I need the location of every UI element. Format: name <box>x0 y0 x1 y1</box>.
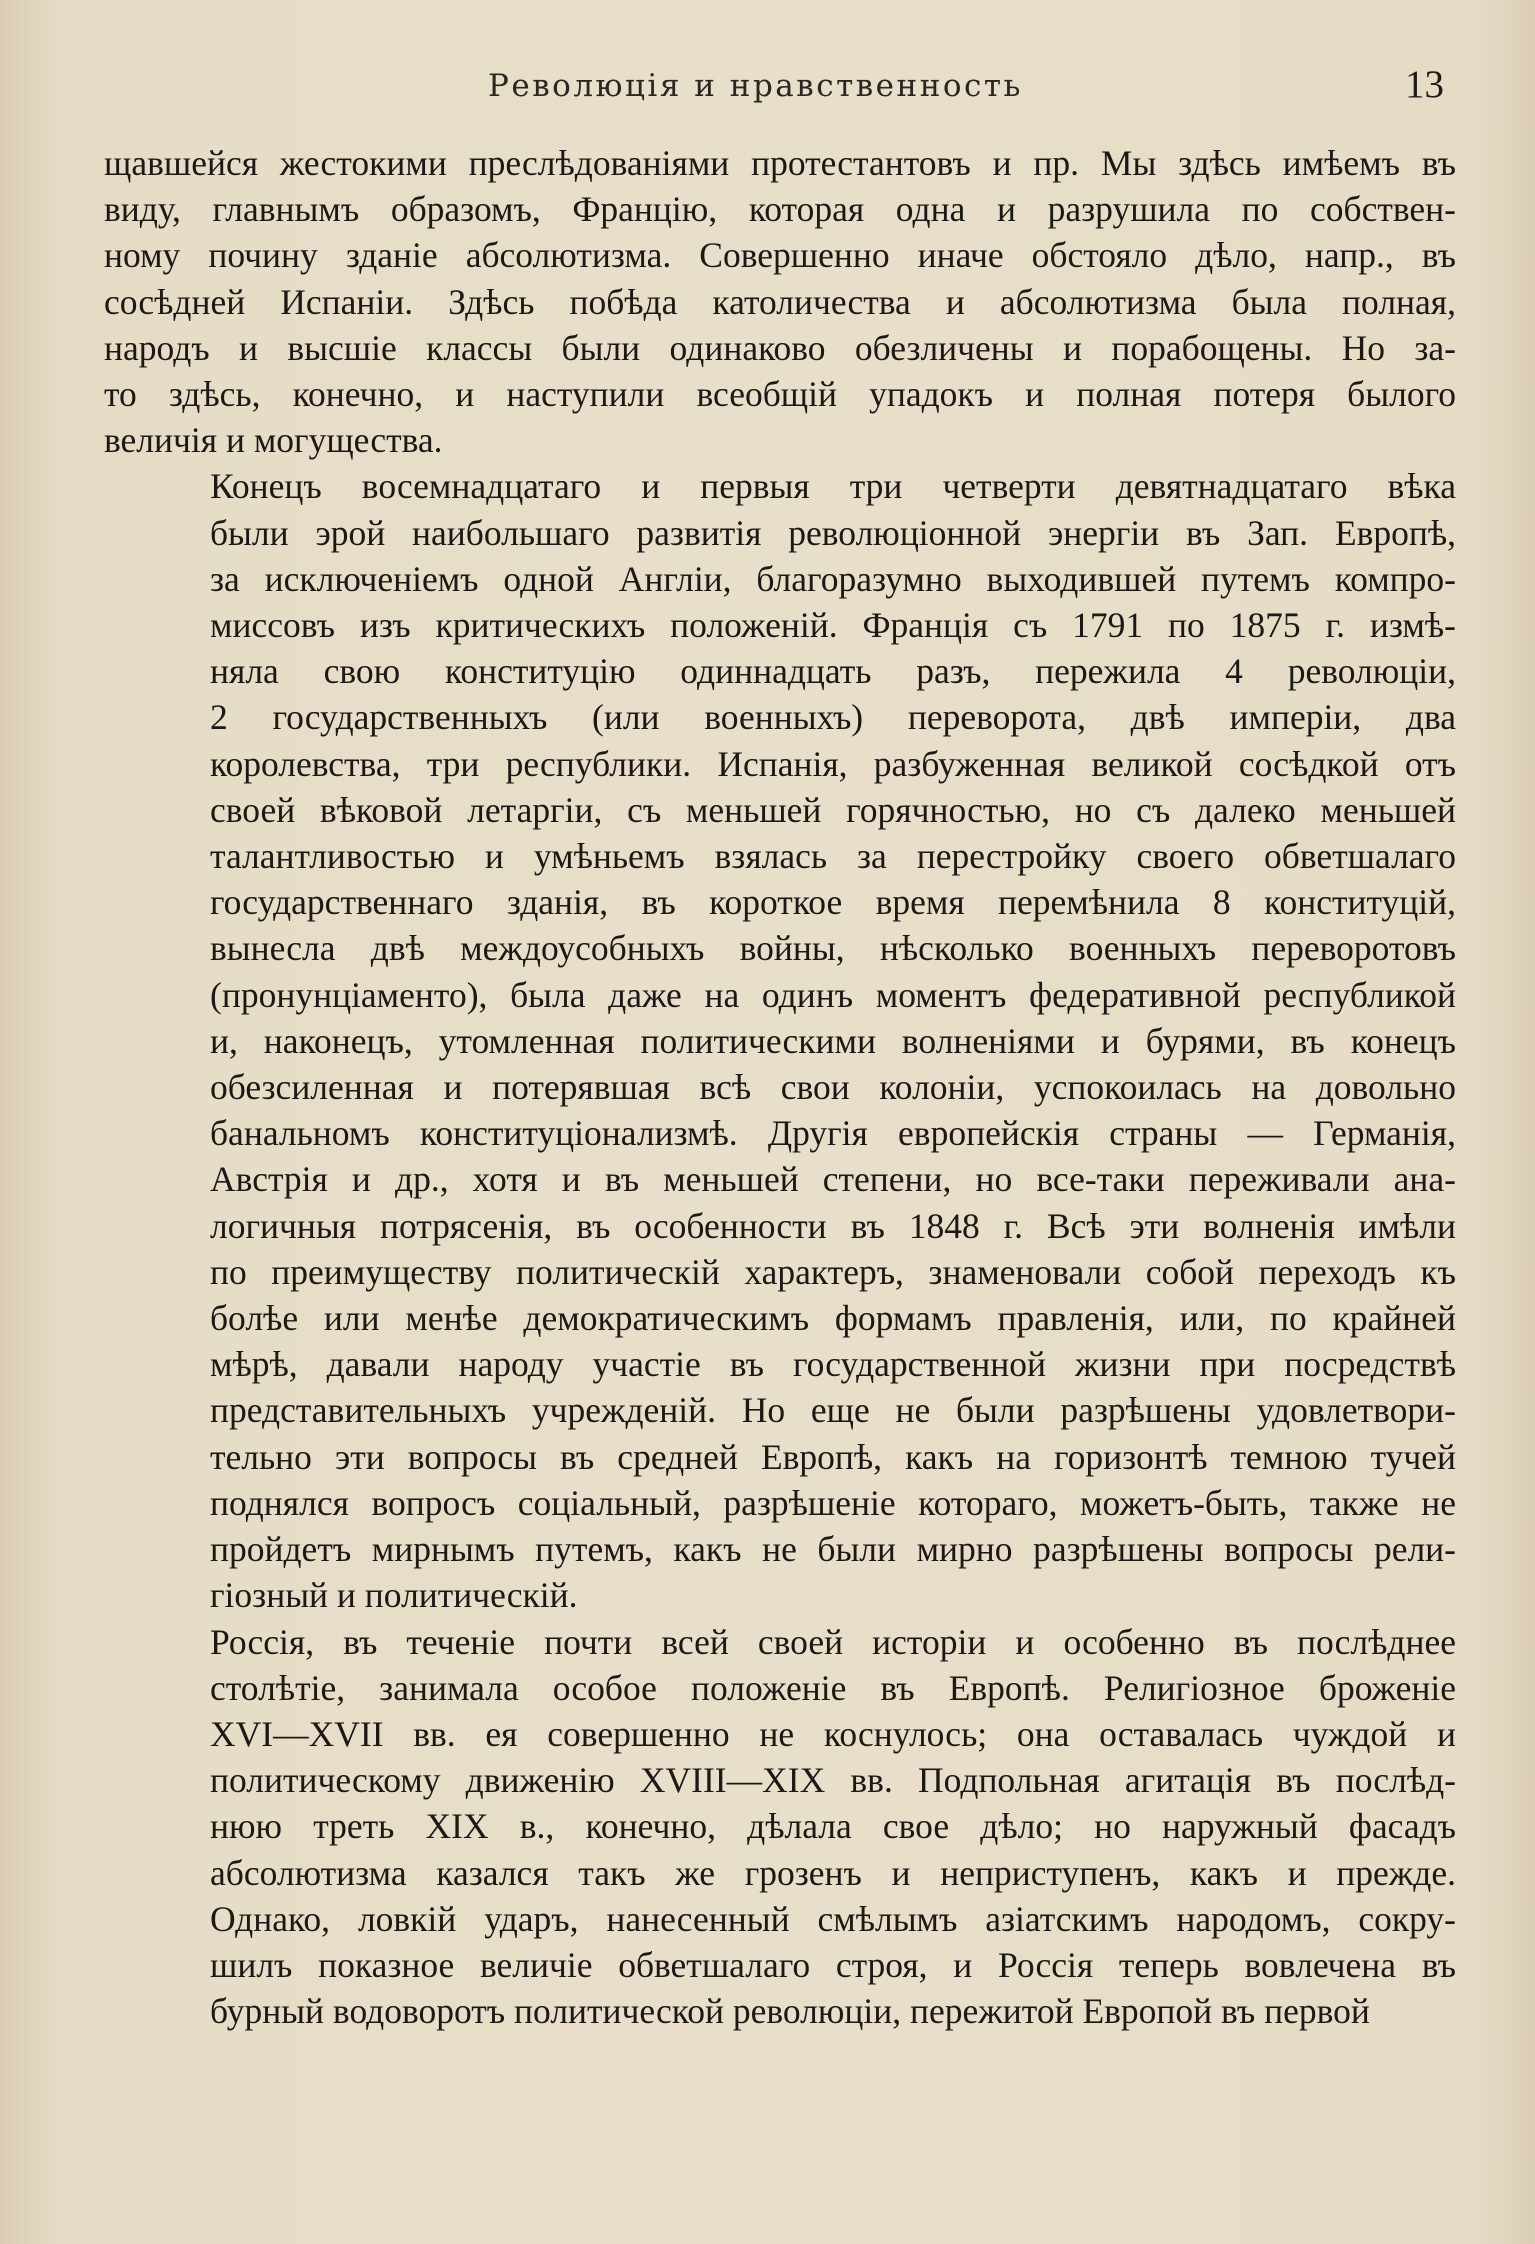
text-line: величія и могущества. <box>104 420 443 461</box>
text-line: Россія, въ теченіе почти всей своей исторіи и особенно въ послѣднее <box>210 1621 1456 1662</box>
text-line: няла свою конституцію одиннадцать разъ, пережила 4 революціи, <box>210 651 1456 692</box>
text-line: виду, главнымъ образомъ, Францію, которая одна и разрушила по собствен- <box>104 189 1456 230</box>
paragraph <box>104 1619 1456 2035</box>
text-line: нюю треть XIX в., конечно, дѣлала свое дѣло; но наружный фасадъ <box>210 1806 1456 1847</box>
text-line: мѣрѣ, давали народу участіе въ государственной жизни при посредствѣ <box>210 1344 1456 1385</box>
text-line: то здѣсь, конечно, и наступили всеобщій упадокъ и полная потеря былого <box>104 374 1456 415</box>
text-line: банальномъ конституціонализмѣ. Другія европейскія страны — Германія, <box>210 1113 1456 1154</box>
text-line: XVI—XVII вв. ея совершенно не коснулось; она оставалась чуждой и <box>210 1713 1456 1754</box>
text-line: были эрой наибольшаго развитія революціонной энергіи въ Зап. Европѣ, <box>210 512 1456 553</box>
text-line: абсолютизма казался такъ же грозенъ и неприступенъ, какъ и прежде. <box>210 1852 1456 1893</box>
text-line: (пронунціаменто), была даже на одинъ моментъ федеративной республикой <box>210 974 1456 1015</box>
page-number: 13 <box>1405 63 1444 106</box>
text-line: по преимуществу политическій характеръ, знаменовали собой переходъ къ <box>210 1251 1456 1292</box>
text-line: ному почину зданіе абсолютизма. Совершенно иначе обстояло дѣло, напр., въ <box>104 235 1456 276</box>
text-line: поднялся вопросъ соціальный, разрѣшеніе котораго, можетъ-быть, также не <box>210 1482 1456 1523</box>
text-line: государственнаго зданія, въ короткое время перемѣнила 8 конституцій, <box>210 882 1456 923</box>
text-line: политическому движенію XVIII—XIX вв. Подпольная агитація въ послѣд- <box>210 1760 1456 1801</box>
text-line: логичныя потрясенія, въ особенности въ 1848 г. Всѣ эти волненія имѣли <box>210 1205 1456 1246</box>
text-line: столѣтіе, занимала особое положеніе въ Европѣ. Религіозное броженіе <box>210 1667 1456 1708</box>
text-line: Австрія и др., хотя и въ меньшей степени, но все-таки переживали ана- <box>210 1159 1456 1200</box>
text-line: представительныхъ учрежденій. Но еще не были разрѣшены удовлетвори- <box>210 1390 1456 1431</box>
text-line: пройдетъ мирнымъ путемъ, какъ не были мирно разрѣшены вопросы рели- <box>210 1529 1456 1570</box>
text-line: болѣе или менѣе демократическимъ формамъ правленія, или, по крайней <box>210 1298 1456 1339</box>
text-line: тельно эти вопросы въ средней Европѣ, какъ на горизонтѣ темною тучей <box>210 1436 1456 1477</box>
page-header <box>0 62 1535 122</box>
body-text <box>104 140 1456 2034</box>
text-line: за исключеніемъ одной Англіи, благоразумно выходившей путемъ компро- <box>210 558 1456 599</box>
text-line: Конецъ восемнадцатаго и первыя три четверти девятнадцатаго вѣка <box>210 466 1456 507</box>
text-line: миссовъ изъ критическихъ положеній. Франція съ 1791 по 1875 г. измѣ- <box>210 605 1456 646</box>
text-line: щавшейся жестокими преслѣдованіями протестантовъ и пр. Мы здѣсь имѣемъ въ <box>104 143 1456 183</box>
text-line: 2 государственныхъ (или военныхъ) переворота, двѣ имперіи, два <box>210 697 1456 738</box>
text-line: талантливостью и умѣньемъ взялась за перестройку своего обветшалаго <box>210 836 1456 877</box>
text-line: вынесла двѣ междоусобныхъ войны, нѣсколько военныхъ переворотовъ <box>210 928 1456 969</box>
text-line: своей вѣковой летаргіи, съ меньшей горячностью, но съ далеко меньшей <box>210 789 1456 830</box>
running-title: Революція и нравственность <box>488 68 1023 104</box>
text-line: народъ и высшіе классы были одинаково обезличены и порабощены. Но за- <box>104 327 1456 368</box>
text-line: и, наконецъ, утомленная политическими волненіями и бурями, въ конецъ <box>210 1020 1456 1061</box>
text-line: гіозный и политическій. <box>210 1575 578 1616</box>
text-line: Однако, ловкій ударъ, нанесенный смѣлымъ азіатскимъ народомъ, сокру- <box>210 1898 1456 1939</box>
text-line: бурный водоворотъ политической революціи, пережитой Европой въ первой <box>210 1991 1370 2032</box>
text-line: сосѣдней Испаніи. Здѣсь побѣда католичества и абсолютизма была полная, <box>104 281 1456 322</box>
text-line: шилъ показное величіе обветшалаго строя, и Россія теперь вовлечена въ <box>210 1944 1456 1985</box>
text-line: обезсиленная и потерявшая всѣ свои колоніи, успокоилась на довольно <box>210 1067 1456 1108</box>
paragraph <box>104 140 1456 463</box>
text-line: королевства, три республики. Испанія, разбуженная великой сосѣдкой отъ <box>210 743 1456 784</box>
paragraph <box>104 463 1456 1618</box>
